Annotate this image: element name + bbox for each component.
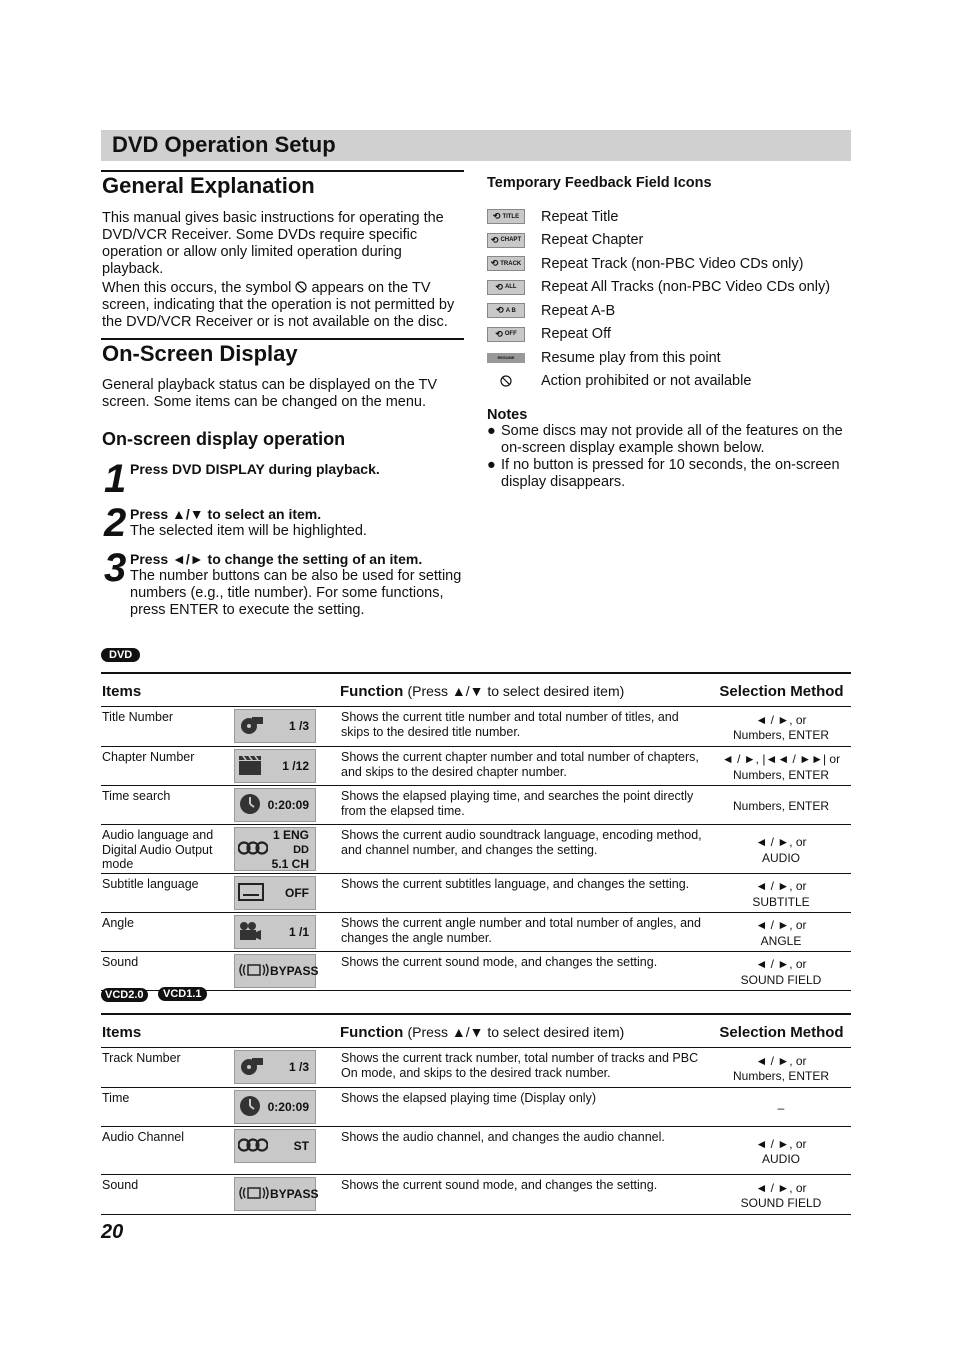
osd-title: On-Screen Display [102,341,298,366]
display-cell [234,1048,339,1088]
step-number: 2 [104,501,127,545]
col-items: Items [101,1014,339,1048]
display-box: 0:20:09 [234,1090,316,1124]
feedback-item [487,346,851,370]
col-items: Items [101,673,339,707]
feedback-label: Resume play from this point [541,349,721,366]
selection-method: Numbers, ENTER [711,786,851,825]
display-box: 1 /1 [234,915,316,949]
display-cell [234,1127,339,1175]
function-desc: Shows the current subtitles language, and changes the setting. [339,874,711,913]
item-name: Track Number [101,1048,234,1088]
selection-method: ◄ / ►, or AUDIO [711,825,851,874]
bullet: ● [487,457,496,473]
col-selection: Selection Method [711,1014,851,1048]
feedback-item [487,299,851,323]
audio-icon [238,1137,268,1156]
selection-method: ◄ / ►, or Numbers, ENTER [711,707,851,747]
col-selection: Selection Method [711,673,851,707]
item-name: Sound [101,1175,234,1215]
function-desc: Shows the current chapter number and total number of chapters, and skips to the desired chapter number. [339,747,711,786]
display-cell [234,952,339,991]
feedback-item [487,229,851,253]
chapter-clapper-icon [238,754,262,779]
bullet: ● [487,423,496,439]
function-desc: Shows the audio channel, and changes the audio channel. [339,1127,711,1175]
feedback-label: Repeat A-B [541,302,616,319]
function-desc: Shows the current angle number and total number of angles, and changes the angle number. [339,913,711,952]
general-para1: This manual gives basic instructions for operating the DVD/VCR Receiver. Some DVDs require specific operation or allow only limited operation during playback. [102,210,444,277]
item-name: Time [101,1088,234,1127]
osd-subtitle: On-screen display operation [102,429,346,449]
banner-title: DVD Operation Setup [112,132,336,157]
feedback-item [487,276,851,300]
display-box: 1 /3 [234,709,316,743]
audio-icon [238,840,268,859]
note-text: If no button is pressed for 10 seconds, the on-screen display disappears. [501,457,840,490]
item-name: Audio Channel [101,1127,234,1175]
display-cell [234,825,339,874]
note-item [487,457,851,491]
table-row [101,1088,851,1127]
prohibited-icon [487,375,525,387]
feedback-label: Repeat All Tracks (non-PBC Video CDs only) [541,279,831,296]
item-name: Audio language and Digital Audio Output mode [101,825,234,874]
function-desc: Shows the current audio soundtrack language, encoding method, and channel number, and changes the setting. [339,825,711,874]
general-para2 [102,280,466,331]
general-title: General Explanation [102,173,315,198]
step-2-heading: Press ▲/▼ to select an item. [130,506,322,522]
table-row [101,1048,851,1088]
step-number: 3 [104,546,127,590]
table-row [101,707,851,747]
display-box: OFF [234,876,316,910]
display-box: BYPASS [234,1177,316,1211]
divider [101,338,464,340]
table-row [101,825,851,874]
subtitle-icon [238,883,264,904]
display-box: 1 ENG DD 5.1 CH [234,827,316,871]
divider [101,170,464,172]
section-banner [101,130,851,161]
vcd20-badge: VCD2.0 [101,988,148,1002]
function-desc: Shows the elapsed playing time, and searches the point directly from the elapsed time. [339,786,711,825]
step-3 [130,551,466,619]
selection-method: ◄ / ►, or ANGLE [711,913,851,952]
function-desc: Shows the current track number, total number of tracks and PBC On mode, and skips to the desired track number. [339,1048,711,1088]
feedback-title: Temporary Feedback Field Icons [487,175,712,191]
dolby-digital-icon: DD [293,843,309,856]
display-cell [234,786,339,825]
function-desc: Shows the current sound mode, and changes the setting. [339,952,711,991]
repeat-icon: ⟲ TRACK [487,256,525,271]
time-clock-icon [238,1094,262,1121]
repeat-icon: ⟲ TITLE [487,209,525,224]
step-1-heading: Press DVD DISPLAY during playback. [130,461,380,477]
repeat-icon: ⟲ CHAPT [487,233,525,248]
table-row [101,1127,851,1175]
repeat-icon: ⟲ OFF [487,327,525,342]
time-clock-icon [238,792,262,819]
display-cell [234,1175,339,1215]
selection-method: – [711,1088,851,1127]
sound-icon [238,1185,270,1204]
selection-method: ◄ / ►, or SOUND FIELD [711,952,851,991]
col-function: Function (Press ▲/▼ to select desired item) [339,1014,711,1048]
selection-method: ◄ / ►, or SUBTITLE [711,874,851,913]
step-3-heading: Press ◄/► to change the setting of an item. [130,551,423,567]
repeat-icon: ⟲ ALL [487,280,525,295]
display-cell [234,913,339,952]
function-desc: Shows the current sound mode, and changes the setting. [339,1175,711,1215]
vcd-table [101,1013,851,1215]
feedback-item [487,205,851,229]
table-row [101,1175,851,1215]
item-name: Angle [101,913,234,952]
resume-icon: RESUME [487,353,525,363]
title-disc-icon [238,715,264,738]
page-number: 20 [101,1221,124,1243]
display-cell [234,1088,339,1127]
feedback-label: Repeat Off [541,326,611,343]
note-item [487,423,851,457]
notes-title: Notes [487,407,528,423]
step-1 [130,461,464,478]
osd-para: General playback status can be displayed on the TV screen. Some items can be changed on the menu. [102,377,438,410]
repeat-icon: ⟲ A B [487,303,525,318]
display-box: ST [234,1129,316,1163]
selection-method: ◄ / ►, or Numbers, ENTER [711,1048,851,1088]
item-name: Time search [101,786,234,825]
feedback-item [487,252,851,276]
selection-method: ◄ / ►, |◄◄ / ►►| or Numbers, ENTER [711,747,851,786]
display-box: 1 /12 [234,749,316,783]
vcd11-badge: VCD1.1 [158,987,207,1001]
step-2-text: The selected item will be highlighted. [130,523,367,539]
general-para [102,210,466,331]
table-row [101,874,851,913]
display-box: 1 /3 [234,1050,316,1084]
display-cell [234,874,339,913]
feedback-label: Repeat Chapter [541,232,644,249]
feedback-label: Repeat Title [541,208,619,225]
col-function: Function (Press ▲/▼ to select desired item) [339,673,711,707]
notes [487,407,851,491]
feedback-list [487,205,851,393]
sound-icon [238,962,270,981]
general-para2a: When this occurs, the symbol [102,280,292,296]
step-3-text: The number buttons can be also be used for setting numbers (e.g., title number). For some functions, press ENTER to execute the setting. [130,568,462,618]
item-name: Title Number [101,707,234,747]
item-name: Chapter Number [101,747,234,786]
note-text: Some discs may not provide all of the features on the on-screen display example shown below. [501,423,843,456]
function-desc: Shows the current title number and total number of titles, and skips to the desired title number. [339,707,711,747]
feedback-label: Action prohibited or not available [541,373,752,390]
table-row [101,952,851,991]
step-number: 1 [104,457,127,501]
prohibited-icon [295,281,307,293]
feedback-label: Repeat Track (non-PBC Video CDs only) [541,255,804,272]
display-cell [234,707,339,747]
table-row [101,786,851,825]
table-row [101,913,851,952]
track-disc-icon [238,1056,264,1079]
table-row [101,747,851,786]
display-box: BYPASS [234,954,316,988]
dvd-table [101,672,851,991]
item-name: Subtitle language [101,874,234,913]
angle-camera-icon [238,921,262,944]
step-2 [130,506,464,540]
selection-method: ◄ / ►, or SOUND FIELD [711,1175,851,1215]
dvd-badge: DVD [101,648,140,662]
function-desc: Shows the elapsed playing time (Display only) [339,1088,711,1127]
selection-method: ◄ / ►, or AUDIO [711,1127,851,1175]
display-cell [234,747,339,786]
display-box: 0:20:09 [234,788,316,822]
item-name: Sound [101,952,234,991]
feedback-item [487,370,851,394]
general-para2b: appears on the TV screen, indicating that the operation is not permitted by the DVD/VCR Receiver or is not available on the disc. [102,280,455,330]
feedback-item [487,323,851,347]
